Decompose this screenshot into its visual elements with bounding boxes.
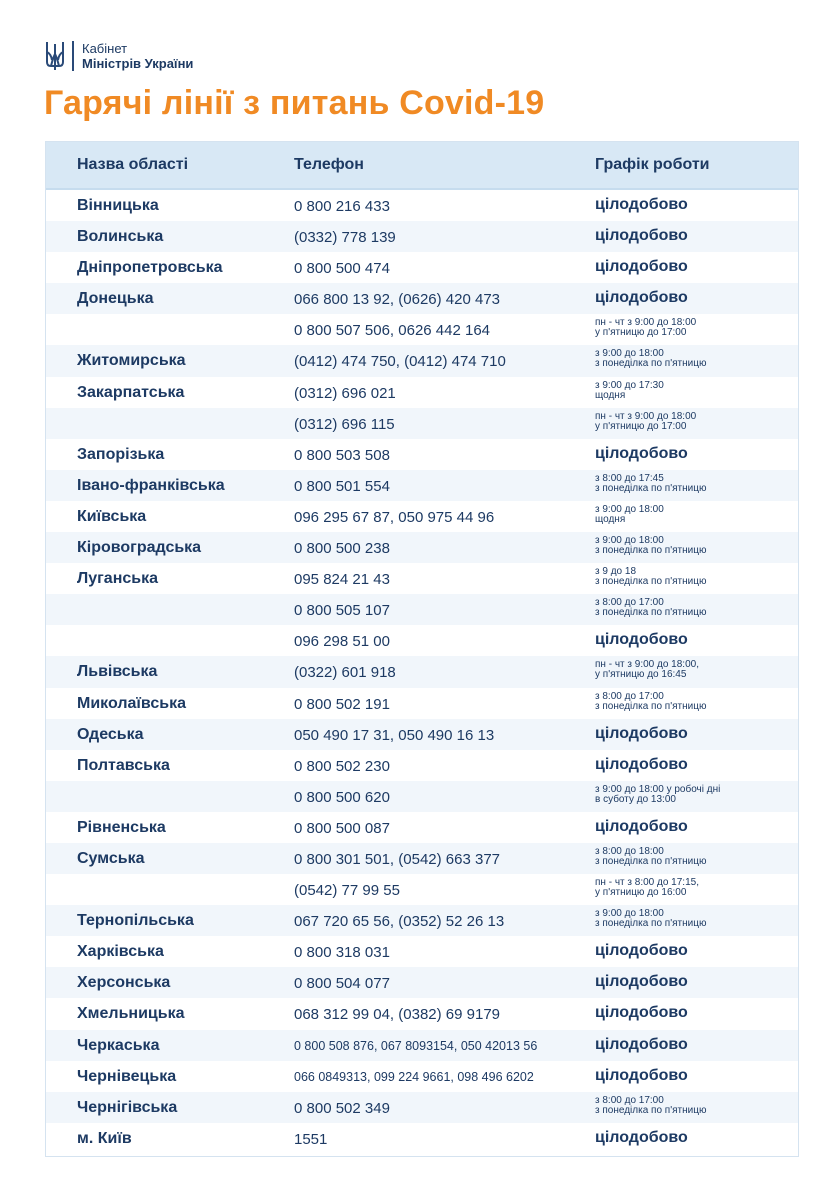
phone-number[interactable]: 0 800 502 230 (294, 757, 390, 775)
org-line2: Міністрів України (82, 56, 194, 71)
table-row (46, 594, 798, 625)
schedule-line: з понеділка по п'ятницю (595, 855, 707, 867)
schedule (595, 847, 706, 867)
table-row (46, 345, 798, 376)
region-name: Херсонська (77, 974, 171, 992)
table-header (46, 142, 798, 190)
schedule-line: з 9:00 до 18:00 (595, 535, 664, 547)
schedule-line: з понеділка по п'ятницю (595, 576, 707, 588)
schedule (595, 536, 706, 556)
table-row (46, 408, 798, 439)
schedule-line: з 8:00 до 18:00 (595, 845, 664, 857)
schedule (595, 660, 699, 680)
phone-number[interactable]: 0 800 500 620 (294, 788, 390, 806)
phone-number[interactable]: 0 800 507 506, 0626 442 164 (294, 322, 491, 340)
region-name: Київська (77, 507, 147, 525)
schedule-line: з 8:00 до 17:00 (595, 597, 664, 609)
phone-number[interactable]: 096 295 67 87, 050 975 44 96 (294, 508, 495, 526)
schedule-line: з понеділка по п'ятницю (595, 1104, 707, 1116)
table-row (46, 190, 798, 221)
phone-number[interactable]: (0412) 474 750, (0412) 474 710 (294, 353, 506, 371)
schedule (595, 318, 696, 338)
phone-number[interactable]: 050 490 17 31, 050 490 16 13 (294, 726, 495, 744)
schedule: цілодобово (595, 444, 688, 462)
table-row (46, 1123, 798, 1154)
schedule-line: з понеділка по п'ятницю (595, 918, 707, 930)
phone-number[interactable]: 0 800 500 087 (294, 819, 390, 837)
schedule (595, 567, 706, 587)
schedule: цілодобово (595, 942, 688, 960)
region-name: Чернігівська (77, 1098, 178, 1116)
region-name: Донецька (77, 290, 154, 308)
schedule-line: з понеділка по п'ятницю (595, 482, 707, 494)
table-row (46, 998, 798, 1029)
region-name: Вінницька (77, 197, 159, 214)
region-name: м. Київ (77, 1129, 132, 1147)
schedule (595, 349, 706, 369)
phone-number[interactable]: 0 800 503 508 (294, 446, 390, 464)
table-row (46, 470, 798, 501)
table-row (46, 439, 798, 470)
region-name: Івано-франківська (77, 476, 225, 494)
schedule-line: з 8:00 до 17:45 (595, 472, 664, 484)
schedule: цілодобово (595, 1066, 688, 1084)
phone-number[interactable]: 067 720 65 56, (0352) 52 26 13 (294, 913, 505, 931)
schedule-line: щодня (595, 389, 626, 401)
table-row (46, 874, 798, 905)
phone-number[interactable]: 0 800 502 349 (294, 1099, 390, 1117)
phone-number[interactable]: 096 298 51 00 (294, 633, 390, 651)
header-divider (72, 41, 74, 71)
schedule-line: пн - чт з 9:00 до 18:00 (595, 410, 697, 422)
region-name: Дніпропетровська (77, 259, 223, 277)
table-row (46, 377, 798, 408)
table-row (46, 750, 798, 781)
schedule-line: у п'ятницю до 16:45 (595, 669, 687, 681)
region-name: Кіровоградська (77, 539, 202, 557)
schedule-line: у п'ятницю до 16:00 (595, 887, 687, 899)
hotlines-table (45, 141, 799, 1157)
region-name: Тернопільська (77, 912, 194, 930)
column-header-region: Назва області (77, 156, 189, 173)
region-name: Львівська (77, 663, 158, 681)
region-name: Полтавська (77, 756, 170, 774)
schedule: цілодобово (595, 724, 688, 742)
phone-number[interactable]: 0 800 216 433 (294, 198, 390, 215)
region-name: Волинська (77, 228, 164, 246)
table-row (46, 532, 798, 563)
schedule (595, 878, 699, 898)
table-row (46, 1061, 798, 1092)
schedule: цілодобово (595, 227, 688, 245)
phone-number[interactable]: 0 800 318 031 (294, 944, 390, 962)
schedule (595, 1096, 706, 1116)
phone-number[interactable]: 0 800 508 876, 067 8093154, 050 42013 56 (294, 1038, 538, 1053)
phone-number[interactable]: 0 800 504 077 (294, 975, 390, 993)
schedule-line: пн - чт з 9:00 до 18:00, (595, 659, 699, 671)
region-name: Луганська (77, 570, 158, 588)
phone-number[interactable]: (0332) 778 139 (294, 229, 396, 247)
schedule: цілодобово (595, 1035, 688, 1053)
schedule: цілодобово (595, 1004, 688, 1022)
table-row (46, 1092, 798, 1123)
schedule (595, 909, 706, 929)
schedule-line: з 9:00 до 18:00 (595, 503, 664, 515)
table-row (46, 501, 798, 532)
table-row (46, 967, 798, 998)
schedule (595, 505, 664, 525)
schedule (595, 381, 664, 401)
phone-number[interactable]: (0322) 601 918 (294, 664, 396, 682)
schedule-line: з 8:00 до 17:00 (595, 1094, 664, 1106)
schedule (595, 412, 696, 432)
table-row (46, 283, 798, 314)
schedule-line: щодня (595, 513, 626, 525)
schedule: цілодобово (595, 1128, 688, 1146)
region-name: Харківська (77, 943, 164, 961)
table-row (46, 843, 798, 874)
schedule: цілодобово (595, 631, 688, 649)
page-title: Гарячі лінії з питань Covid-19 (44, 84, 545, 122)
table-row (46, 719, 798, 750)
header (44, 38, 193, 74)
schedule (595, 785, 720, 805)
phone-number[interactable]: 0 800 505 107 (294, 602, 390, 620)
schedule-line: пн - чт з 9:00 до 18:00 (595, 317, 697, 329)
region-name: Миколаївська (77, 694, 186, 712)
schedule (595, 692, 706, 712)
phone-number[interactable]: (0312) 696 115 (294, 415, 395, 433)
schedule-line: з 8:00 до 17:00 (595, 690, 664, 702)
column-header-schedule: Графік роботи (595, 156, 710, 173)
phone-number[interactable]: 068 312 99 04, (0382) 69 9179 (294, 1006, 501, 1024)
region-name: Рівненська (77, 818, 166, 836)
schedule: цілодобово (595, 196, 688, 213)
schedule-line: у п'ятницю до 17:00 (595, 420, 687, 432)
schedule: цілодобово (595, 755, 688, 773)
table-row (46, 314, 798, 345)
schedule (595, 474, 706, 494)
region-name: Сумська (77, 849, 145, 867)
table-row (46, 781, 798, 812)
region-name: Закарпатська (77, 383, 185, 401)
region-name: Житомирська (77, 352, 186, 370)
phone-number[interactable]: (0542) 77 99 55 (294, 882, 400, 900)
phone-number[interactable]: 1551 (294, 1130, 328, 1148)
table-row (46, 221, 798, 252)
table-row (46, 656, 798, 687)
schedule-line: з понеділка по п'ятницю (595, 358, 707, 370)
region-name: Одеська (77, 725, 144, 743)
schedule-line: з 9 до 18 (595, 566, 637, 578)
schedule-line: у п'ятницю до 17:00 (595, 327, 687, 339)
region-name: Запорізька (77, 445, 165, 463)
table-row (46, 252, 798, 283)
schedule-line: з понеділка по п'ятницю (595, 607, 707, 619)
schedule-line: з понеділка по п'ятницю (595, 700, 707, 712)
phone-number[interactable]: 0 800 301 501, (0542) 663 377 (294, 850, 501, 868)
region-name: Чернівецька (77, 1067, 177, 1085)
table-row (46, 1030, 798, 1061)
phone-number[interactable]: 095 824 21 43 (294, 571, 390, 589)
phone-number[interactable]: 0 800 500 238 (294, 540, 390, 558)
phone-number[interactable]: 0 800 501 554 (294, 477, 390, 495)
schedule-line: з 9:00 до 18:00 (595, 348, 664, 360)
schedule (595, 598, 706, 618)
schedule: цілодобово (595, 973, 688, 991)
schedule: цілодобово (595, 817, 688, 835)
org-name (82, 41, 193, 71)
table-row (46, 936, 798, 967)
phone-number[interactable]: 066 800 13 92, (0626) 420 473 (294, 291, 501, 309)
region-name: Хмельницька (77, 1005, 185, 1023)
table-row (46, 625, 798, 656)
schedule-line: з 9:00 до 18:00 (595, 908, 664, 920)
table-body (46, 190, 798, 1154)
table-row (46, 812, 798, 843)
region-name: Черкаська (77, 1036, 160, 1054)
phone-number[interactable]: 0 800 500 474 (294, 260, 390, 278)
schedule-line: пн - чт з 8:00 до 17:15, (595, 877, 699, 889)
schedule-line: з 9:00 до 18:00 у робочі дні (595, 783, 721, 795)
column-header-phone: Телефон (294, 156, 364, 173)
schedule-line: з понеділка по п'ятницю (595, 545, 707, 557)
schedule-line: в суботу до 13:00 (595, 793, 676, 805)
table-row (46, 905, 798, 936)
phone-number[interactable]: 066 0849313, 099 224 9661, 098 496 6202 (294, 1069, 534, 1084)
schedule-line: з 9:00 до 17:30 (595, 379, 664, 391)
table-row (46, 563, 798, 594)
phone-number[interactable]: 0 800 502 191 (294, 695, 390, 713)
schedule: цілодобово (595, 289, 688, 307)
trident-icon (44, 40, 66, 72)
org-line1: Кабінет (82, 41, 128, 56)
schedule: цілодобово (595, 258, 688, 276)
phone-number[interactable]: (0312) 696 021 (294, 384, 396, 402)
table-row (46, 688, 798, 719)
